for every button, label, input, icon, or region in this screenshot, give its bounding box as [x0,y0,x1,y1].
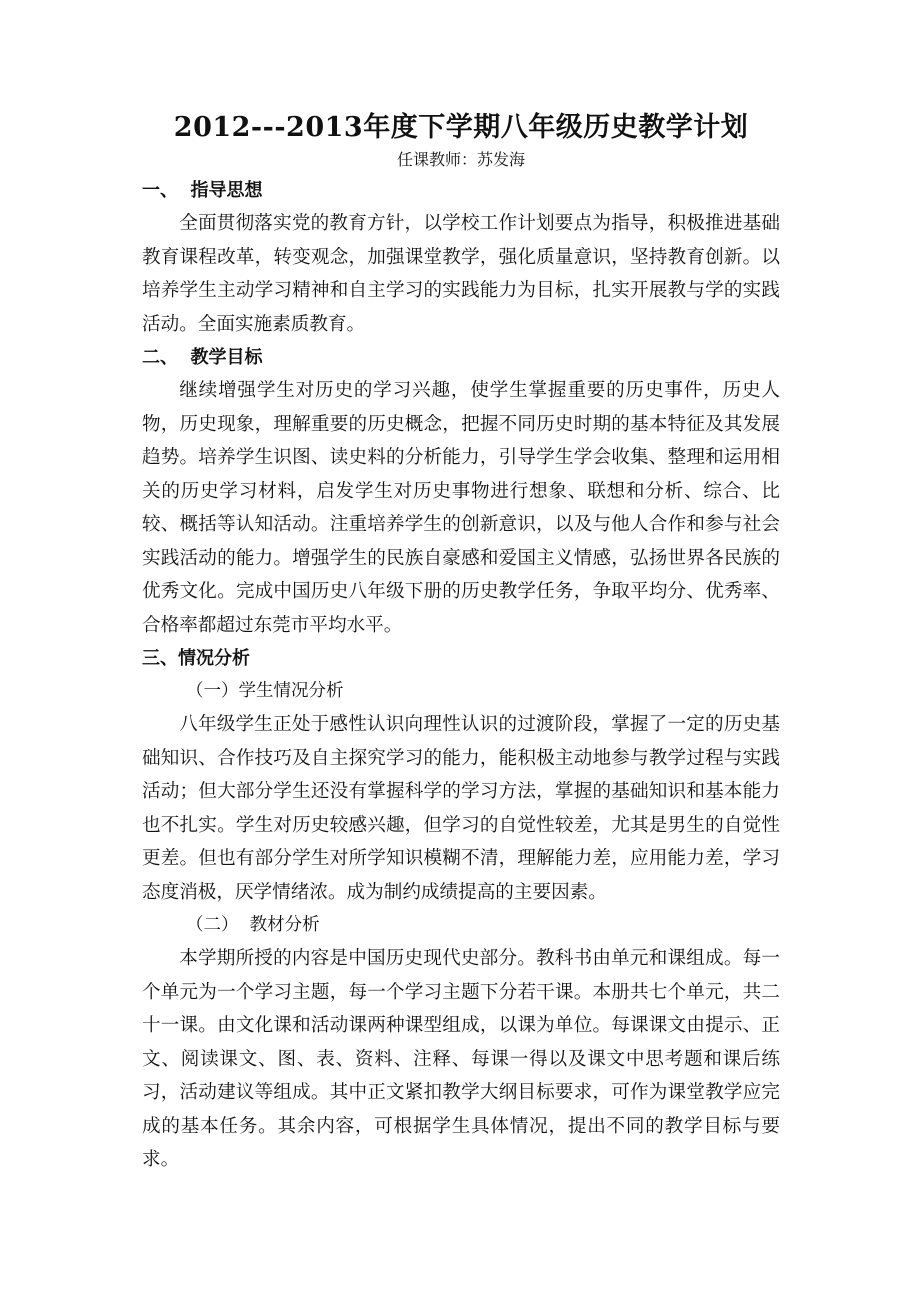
section-heading-guiding-thought: 一、 指导思想 [142,180,263,201]
section-paragraph-teaching-goals: 继续增强学生对历史的学习兴趣，使学生掌握重要的历史事件，历史人物，历史现象，理解重要的历史概念，把握不同历史时期的基本特征及其发展趋势。培养学生识图、读史料的分析能力，引导学生学会收集、整理和运用相关的历史学习材料，启发学生对历史事物进行想象、联想和分析、综合、比较、概括等认知活动。注重培养学生的创新意识，以及与他人合作和参与社会实践活动的能力。增强学生的民族自豪感和爱国主义情感，弘扬世界各民族的优秀文化。完成中国历史八年级下册的历史教学任务，争取平均分、优秀率、合格率都超过东莞市平均水平。 [142,380,780,636]
subsection-paragraph-student-analysis: 八年级学生正处于感性认识向理性认识的过渡阶段，掌握了一定的历史基础知识、合作技巧及自主探究学习的能力，能积极主动地参与教学过程与实践活动；但大部分学生还没有掌握科学的学习方法，掌握的基础知识和基本能力也不扎实。学生对历史较感兴趣，但学习的自觉性较差，尤其是男生的自觉性更差。但也有部分学生对所学知识模糊不清，理解能力差，应用能力差，学习态度消极，厌学情绪浓。成为制约成绩提高的主要因素。 [142,714,780,903]
teacher-name: 任课教师：苏发海 [396,150,525,169]
section-paragraph-guiding-thought: 全面贯彻落实党的教育方针，以学校工作计划要点为指导，积极推进基础教育课程改革，转变观念，加强课堂教学，强化质量意识，坚持教育创新。以培养学生主动学习精神和自主学习的实践能力为目标，扎实开展教与学的实践活动。全面实施素质教育。 [142,213,780,335]
subsection-heading-student-analysis: （一）学生情况分析 [186,681,344,701]
section-heading-teaching-goals: 二、 教学目标 [142,347,263,368]
section-heading-situation-analysis: 三、情况分析 [142,648,250,669]
subsection-paragraph-textbook-analysis: 本学期所授的内容是中国历史现代史部分。教科书由单元和课组成。每一个单元为一个学习主题，每一个学习主题下分若干课。本册共七个单元，共二十一课。由文化课和活动课两种课型组成，以课为单位。每课课文由提示、正文、阅读课文、图、表、资料、注释、每课一得以及课文中思考题和课后练习，活动建议等组成。其中正文紧扣教学大纲目标要求，可作为课堂教学应完成的基本任务。其余内容，可根据学生具体情况，提出不同的教学目标与要求。 [142,948,780,1170]
document-title: 2012---2013年度下学期八年级历史教学计划 [173,112,749,143]
subsection-heading-textbook-analysis: （二） 教材分析 [186,915,320,935]
